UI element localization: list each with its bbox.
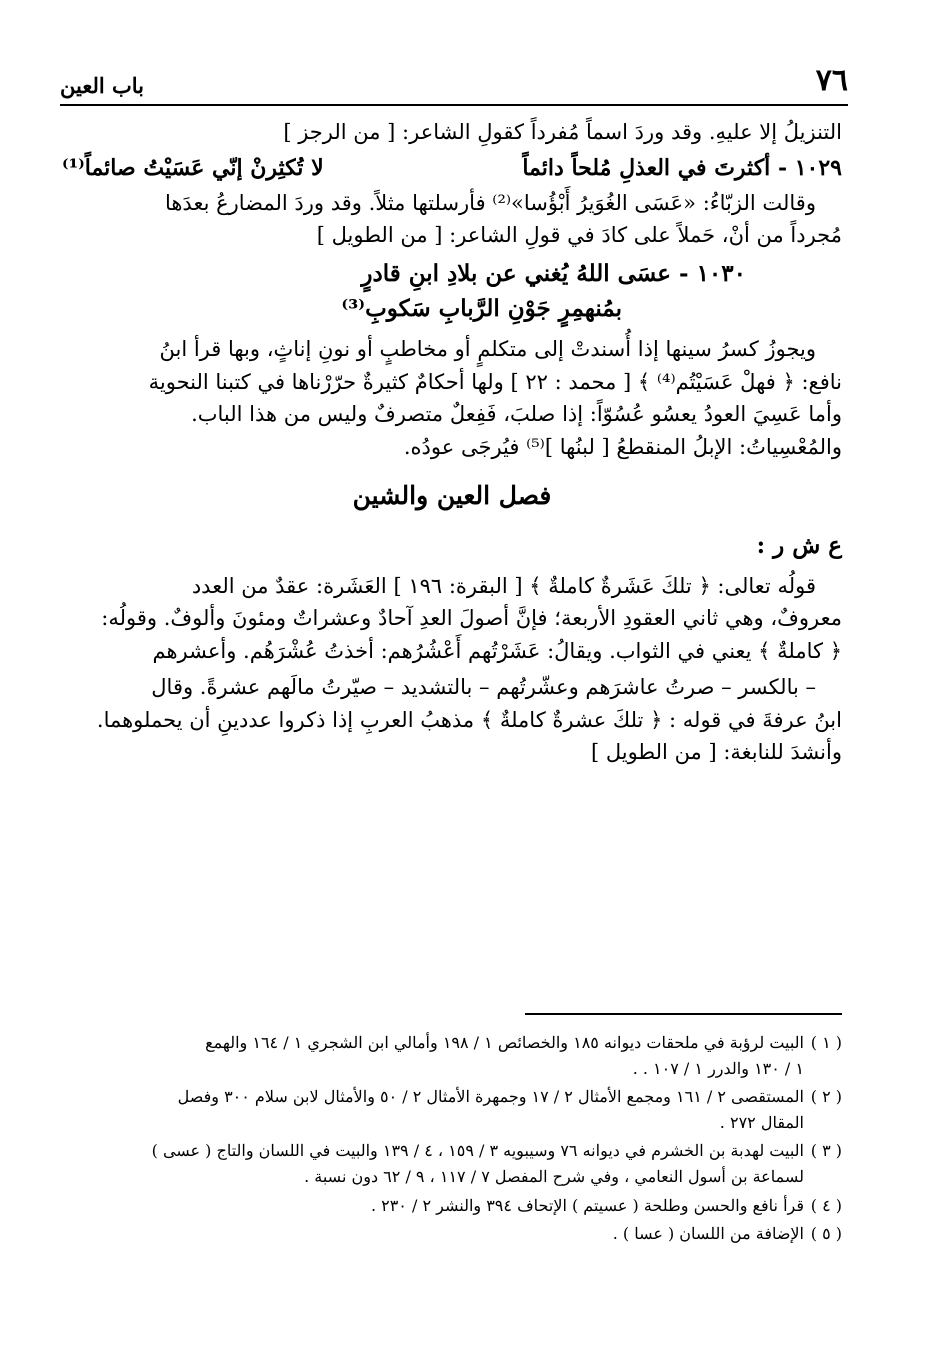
footnote-number: ( ٣ )	[810, 1141, 842, 1161]
section-heading: فصل العين والشين	[352, 481, 552, 511]
footnote-number: ( ٥ )	[810, 1224, 842, 1244]
footnote-line: ١ / ١٣٠ والدرر ١ / ١٠٧ . .	[632, 1058, 804, 1078]
footnote-line: قرأ نافع والحسن وطلحة ( عسيتم ) الإتحاف ٣٩٤ والنشر ٢ / ٢٣٠ .	[370, 1195, 804, 1215]
running-head	[60, 52, 848, 98]
footnote-number: ( ١ )	[810, 1033, 842, 1052]
root-entry: ع ش ر :	[756, 531, 842, 559]
paragraph-ashara	[62, 570, 842, 668]
paragraph-line: ويجوزُ كسرُ سينها إذا أُسندتْ إلى متكلمٍ أو مخاطبٍ أو نونِ إناثٍ، وبها قرأ ابنُ	[159, 337, 816, 362]
footnote-line: الإضافة من اللسان ( عسا ) .	[612, 1224, 804, 1244]
footnote-line: البيت لهدبة بن الخشرم في ديوانه ٧٦ وسيبويه ٣ / ١٥٩ ، ٤ / ١٣٩ والبيت في اللسان والتاج ( عسى )	[151, 1141, 804, 1161]
verse-1029	[62, 151, 842, 185]
paragraph-zabba	[62, 187, 842, 252]
paragraph-line: ابنُ عرفةَ في قوله : ﴿ تلكَ عشرةٌ كاملةٌ ﴾ مذهبُ العربِ إذا ذكروا عددينِ أن يحملوهما.	[96, 707, 842, 732]
verse-1029-first-hemistich: ١٠٢٩ - أكثرتَ في العذلِ مُلحاً دائماً	[522, 154, 842, 181]
verse-1030-second-line: بمُنهمِرٍ جَوْنِ الرَّبابِ سَكوبِ⁽³⁾	[341, 295, 622, 323]
footnote-5	[68, 1221, 842, 1247]
footnote-3	[68, 1138, 842, 1189]
paragraph-line: وأنشدَ للنابغة: [ من الطويل ]	[590, 740, 842, 765]
footnote-4	[68, 1193, 842, 1219]
footnotes	[68, 1030, 842, 1250]
paragraph-line: وأما عَسِيَ العودُ يعسُو عُسُوّاً: إذا صلبَ، فَفِعلٌ متصرفٌ وليس من هذا الباب.	[191, 402, 842, 427]
footnote-line: البيت لرؤبة في ملحقات ديوانه ١٨٥ والخصائص ١ / ١٩٨ وأمالي ابن الشجري ١ / ١٦٤ والهمع	[205, 1033, 804, 1052]
footnote-divider	[525, 1013, 842, 1015]
footnote-number: ( ٤ )	[810, 1195, 842, 1215]
verse-1030-first-line: ١٠٣٠ - عسَى اللهُ يُغني عن بلادِ ابنِ قادرٍ	[361, 259, 746, 287]
footnote-line: المستقصى ٢ / ١٦١ ومجمع الأمثال ٢ / ١٧ وجمهرة الأمثال ٢ / ٥٠ والأمثال لابن سلام ٣٠٠ وفصل	[177, 1087, 804, 1107]
page-number: ٧٦	[815, 63, 848, 98]
paragraph-line: معروفٌ، وهي ثاني العقودِ الأربعة؛ فإنَّ أصولَ العدِ آحادٌ وعشراتٌ ومئونَ وألوفٌ. وقولُه:	[101, 606, 842, 631]
footnote-line: لسماعة بن أسول النعامي ، وفي شرح المفصل ٧ / ١١٧ ، ٩ / ٦٢ دون نسبة .	[304, 1166, 804, 1186]
paragraph-line: نافع: ﴿ فهلْ عَسَيْتُم⁽⁴⁾ ﴾ [ محمد : ٢٢ ] ولها أحكامٌ كثيرةٌ حرّرْناها في كتبنا النحوية	[148, 369, 842, 394]
paragraph-line: – بالكسر – صرتُ عاشرَهم وعشّرتُهم – بالتشديد – صيّرتُ مالَهم عشرةً. وقال	[151, 675, 816, 700]
verse-1029-second-hemistich: لا تُكثِرنْ إنّي عَسَيْتُ صائماً⁽¹⁾	[62, 154, 324, 181]
footnote-2	[68, 1084, 842, 1135]
paragraph-kasr	[62, 333, 842, 463]
paragraph-line: والمُعْسِياتُ: الإبلُ المنقطعُ [ لبنُها ]⁽⁵⁾ فيُرجَى عودُه.	[403, 434, 842, 459]
paragraph-line: قولُه تعالى: ﴿ تلكَ عَشَرةٌ كاملةٌ ﴾ [ البقرة: ١٩٦ ] العَشَرة: عقدٌ من العدد	[191, 573, 816, 598]
header-divider	[60, 104, 848, 106]
footnote-line: المقال ٢٧٢ .	[719, 1112, 804, 1132]
footnote-number: ( ٢ )	[810, 1087, 842, 1107]
main-text	[62, 116, 842, 769]
paragraph-line: وقالت الزبّاءُ: «عَسَى الغُوَيرُ أَبْؤُسا»⁽²⁾ فأرسلتها مثلاً. وقد وردَ المضارعُ بعدَها	[164, 190, 816, 215]
paragraph-kasr-2	[62, 671, 842, 769]
intro-line: التنزيلُ إلا عليهِ. وقد وردَ اسماً مُفرداً كقولِ الشاعر: [ من الرجز ]	[283, 120, 842, 144]
footnote-1	[68, 1030, 842, 1081]
chapter-title: باب العين	[60, 73, 145, 98]
paragraph-line: مُجرداً من أنْ، حَملاً على كادَ في قولِ الشاعر: [ من الطويل ]	[316, 223, 842, 248]
paragraph-line: ﴿ كاملةٌ ﴾ يعني في الثواب. ويقالُ: عَشَرْتُهم أَعْشُرُهم: أخذتُ عُشْرَهُم. وأعشرهم	[152, 638, 842, 663]
